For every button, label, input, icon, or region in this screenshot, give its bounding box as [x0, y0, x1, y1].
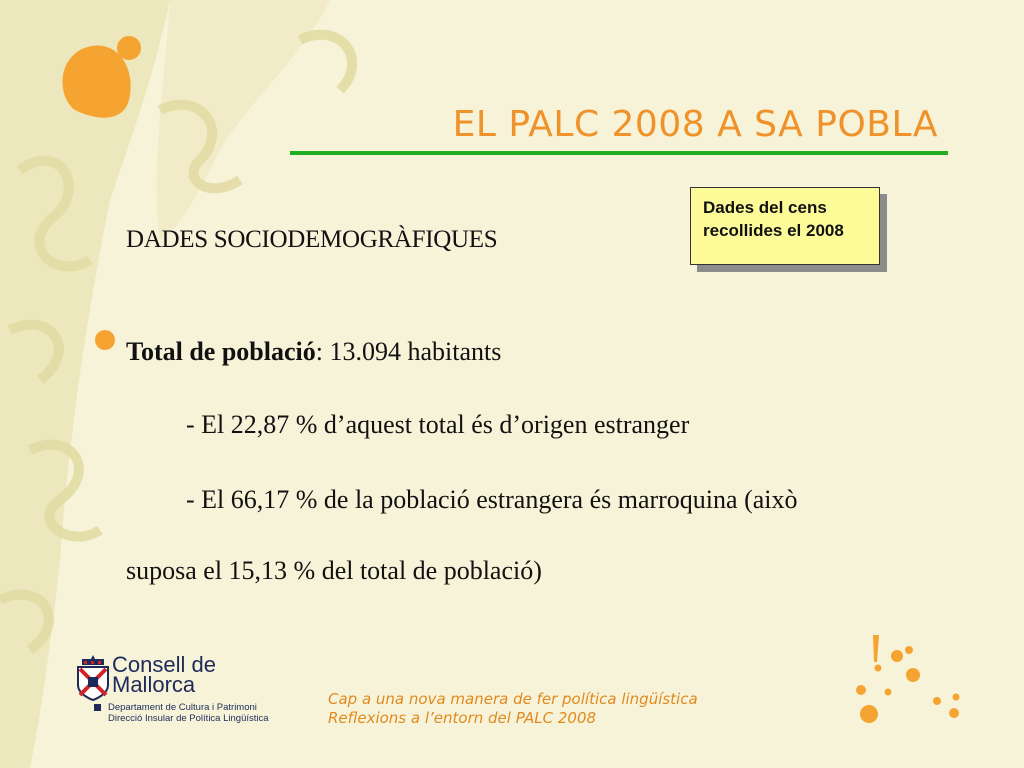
consell-de-mallorca-logo: [76, 652, 276, 725]
title-underline: [290, 151, 948, 155]
section-heading: DADES SOCIODEMOGRÀFIQUES: [126, 226, 498, 253]
population-label: Total de població: [126, 337, 316, 366]
logo-department: Departament de Cultura i Patrimoni: [108, 702, 257, 713]
moroccan-line: - El 66,17 % de la població estrangera és marroquina (això: [186, 485, 798, 514]
bullet-dot-icon: [95, 330, 115, 350]
population-line: [126, 337, 501, 367]
coat-of-arms-icon: [76, 655, 110, 701]
logo-directorate: Direcció Insular de Política Lingüística: [108, 713, 269, 724]
footer-line-2: Reflexions a l’entorn del PALC 2008: [328, 709, 597, 727]
population-value: : 13.094 habitants: [315, 337, 502, 366]
logo-name: Consell de Mallorca: [112, 652, 216, 697]
footer-text: [328, 690, 698, 728]
footer-line-1: Cap a una nova manera de fer política lingüística: [328, 690, 698, 708]
foreign-origin-line: - El 22,87 % d’aquest total és d’origen estranger: [186, 410, 690, 439]
logo-subtitle: [108, 702, 269, 724]
orange-dots-decoration: [856, 635, 960, 723]
logo-square-icon: [94, 704, 101, 711]
moroccan-line-continued: suposa el 15,13 % del total de població): [126, 556, 542, 585]
slide-title: EL PALC 2008 A SA POBLA: [452, 104, 938, 145]
census-note-box: Dades del cens recollides el 2008: [690, 187, 880, 265]
